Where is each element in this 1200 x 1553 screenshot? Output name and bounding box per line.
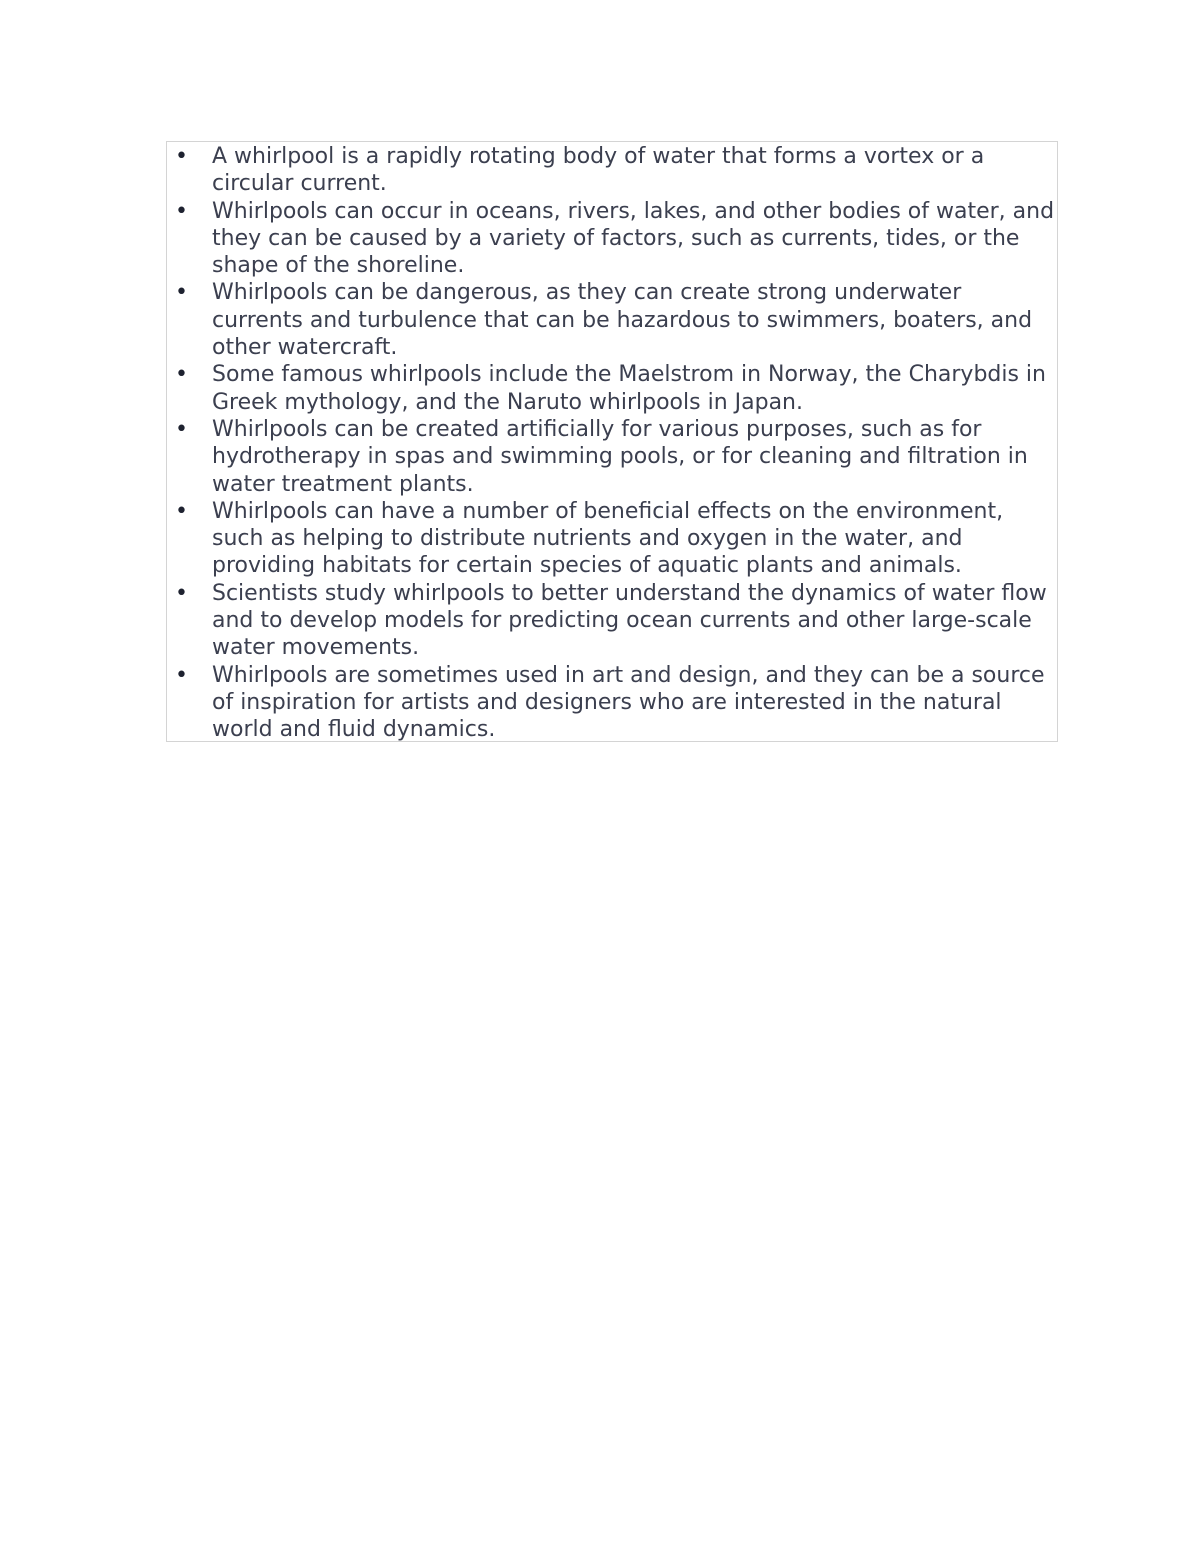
- bullet-item: [167, 198, 1058, 280]
- bullet-icon: •: [175, 498, 188, 524]
- bullet-icon: •: [175, 362, 188, 388]
- bullet-text: Whirlpools can be created artificially for various purposes, such as for hydrotherapy in spas and swimming pools, or for cleaning and filtration in water treatment plants.: [212, 416, 1028, 497]
- bullet-list-box: [166, 141, 1058, 742]
- bullet-text: Scientists study whirlpools to better understand the dynamics of water flow and to develop models for predicting ocean currents and other large-scale water movements.: [212, 580, 1047, 661]
- bullet-item: [167, 279, 1058, 361]
- bullet-text: Whirlpools are sometimes used in art and design, and they can be a source of inspiration for artists and designers who are interested in the natural world and fluid dynamics.: [212, 662, 1045, 742]
- bullet-icon: •: [175, 198, 188, 224]
- bullet-icon: •: [175, 580, 188, 606]
- bullet-list: [167, 143, 1058, 742]
- bullet-item: [167, 361, 1058, 416]
- bullet-item: [167, 580, 1058, 662]
- bullet-item: [167, 662, 1058, 742]
- bullet-icon: •: [175, 144, 188, 169]
- bullet-icon: •: [175, 662, 188, 688]
- bullet-item: [167, 416, 1058, 498]
- bullet-icon: •: [175, 416, 188, 442]
- bullet-text: A whirlpool is a rapidly rotating body of water that forms a vortex or a circular current.: [212, 144, 985, 197]
- bullet-text: Whirlpools can be dangerous, as they can create strong underwater currents and turbulence that can be hazardous to swimmers, boaters, and other watercraft.: [212, 280, 1033, 361]
- bullet-text: Some famous whirlpools include the Maelstrom in Norway, the Charybdis in Greek mythology, and the Naruto whirlpools in Japan.: [212, 362, 1046, 415]
- bullet-text: Whirlpools can have a number of beneficial effects on the environment, such as helping to distribute nutrients and oxygen in the water, and providing habitats for certain species of aquatic plants and animals.: [212, 498, 1004, 579]
- bullet-text: Whirlpools can occur in oceans, rivers, lakes, and other bodies of water, and they can be caused by a variety of factors, such as currents, tides, or the shape of the shoreline.: [212, 198, 1055, 279]
- bullet-item: [167, 498, 1058, 580]
- bullet-item: [167, 143, 1058, 198]
- bullet-icon: •: [175, 280, 188, 306]
